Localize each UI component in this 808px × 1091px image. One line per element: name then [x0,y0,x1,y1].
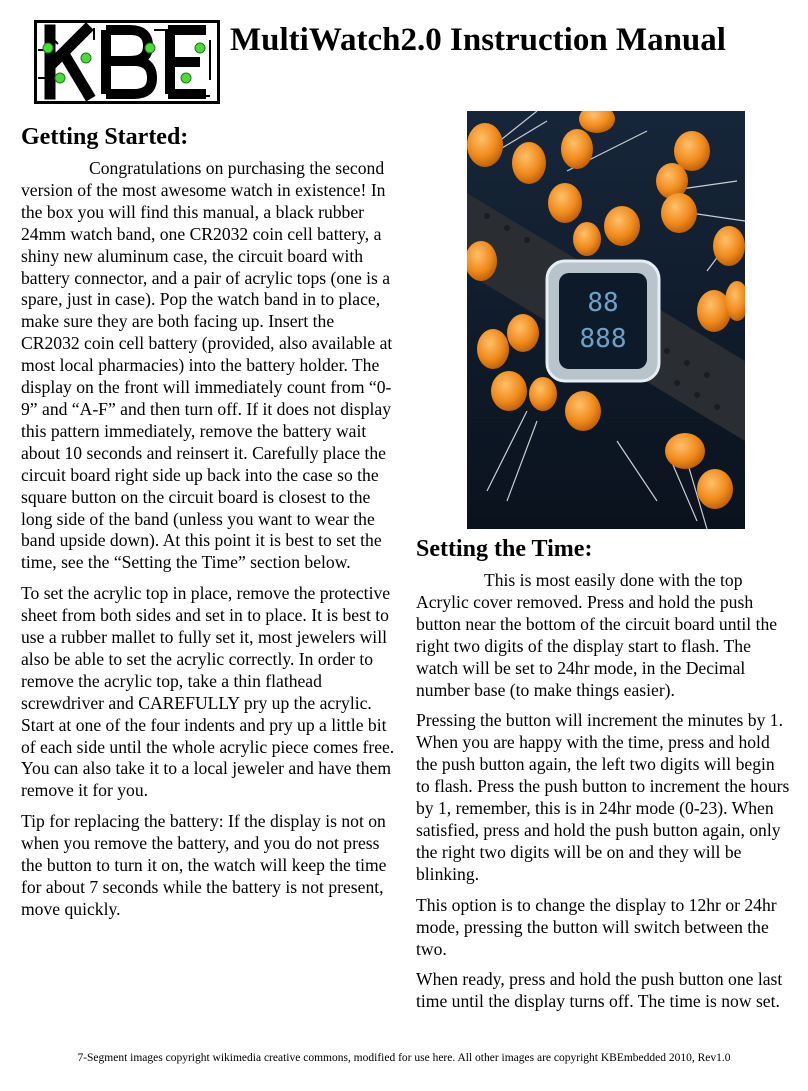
kbe-logo [34,20,220,104]
getting-started-paragraph-2: To set the acrylic top in place, remove the protective sheet from both sides and set in to place. It is best to use a rubber mallet to fully set it, most jewelers will also be able to set the acrylic correctly. In order to remove the acrylic top, take a thin flathead screwdriver and CAREFULLY pry up the acrylic. Start at one of the four indents and pry up a little bit of each side until the whole acrylic piece comes free. You can also take it to a local jeweler and have them remove it for you. [21,583,395,801]
getting-started-heading: Getting Started: [21,124,189,150]
page-title: MultiWatch2.0 Instruction Manual [230,22,726,58]
getting-started-paragraph-3: Tip for replacing the battery: If the display is not on when you remove the battery, and you do not press the button to turn it on, the watch will keep the time for about 7 seconds while the battery is not present, move quickly. [21,811,387,919]
getting-started-section [21,122,396,930]
setting-time-paragraph-3: This option is to change the display to 12hr or 24hr mode, pressing the button will switch between the two. [416,894,777,959]
setting-time-section [416,534,792,1022]
svg-text:88: 88 [587,288,619,318]
setting-time-paragraph-2: Pressing the button will increment the minutes by 1. When you are happy with the time, press and hold the push button again, the left two digits will begin to flash. Press the push button to increment the hours by 1, remember, this is in 24hr mode (0-23). When satisfied, press and hold the push button again, only the right two digits will be on and they will be blinking. [416,710,790,884]
kbe-logo-graphic [34,20,220,104]
watch-with-leds-image [467,111,745,529]
setting-time-heading: Setting the Time: [416,536,593,562]
footer-copyright: 7-Segment images copyright wikimedia creative commons, modified for use here. All other images are copyright KBEmbedded 2010, Rev1.0 [77,1052,731,1064]
setting-time-paragraph-1: This is most easily done with the top Acrylic cover removed. Press and hold the push button near the bottom of the circuit board until the right two digits of the display start to flash. The watch will be set to 24hr mode, in the Decimal number base (to make things easier). [416,570,778,700]
svg-text:888: 888 [579,324,627,354]
setting-time-paragraph-4: When ready, press and hold the push button one last time until the display turns off. The time is now set. [416,969,783,1012]
product-photo [467,111,745,529]
getting-started-paragraph-1: Congratulations on purchasing the second version of the most awesome watch in existence! In the box you will find this manual, a black rubber 24mm watch band, one CR2032 coin cell battery, a shiny new aluminum case, the circuit board with battery connector, and a pair of acrylic tops (one is a spare, just in case). Pop the watch band in to place, make sure they are both facing up. Insert the CR2032 coin cell battery (provided, also available at most local pharmacies) into the battery holder. The display on the front will immediately count from “0-9” and “A-F” and then turn off. If it does not display this pattern immediately, remove the battery wait about 10 seconds and reinsert it. Carefully place the circuit board right side up back into the case so the square button on the circuit board is closest to the long side of the band (unless you want to wear the band upside down). At this point it is best to set the time, see the “Setting the Time” section below. [21,158,393,573]
